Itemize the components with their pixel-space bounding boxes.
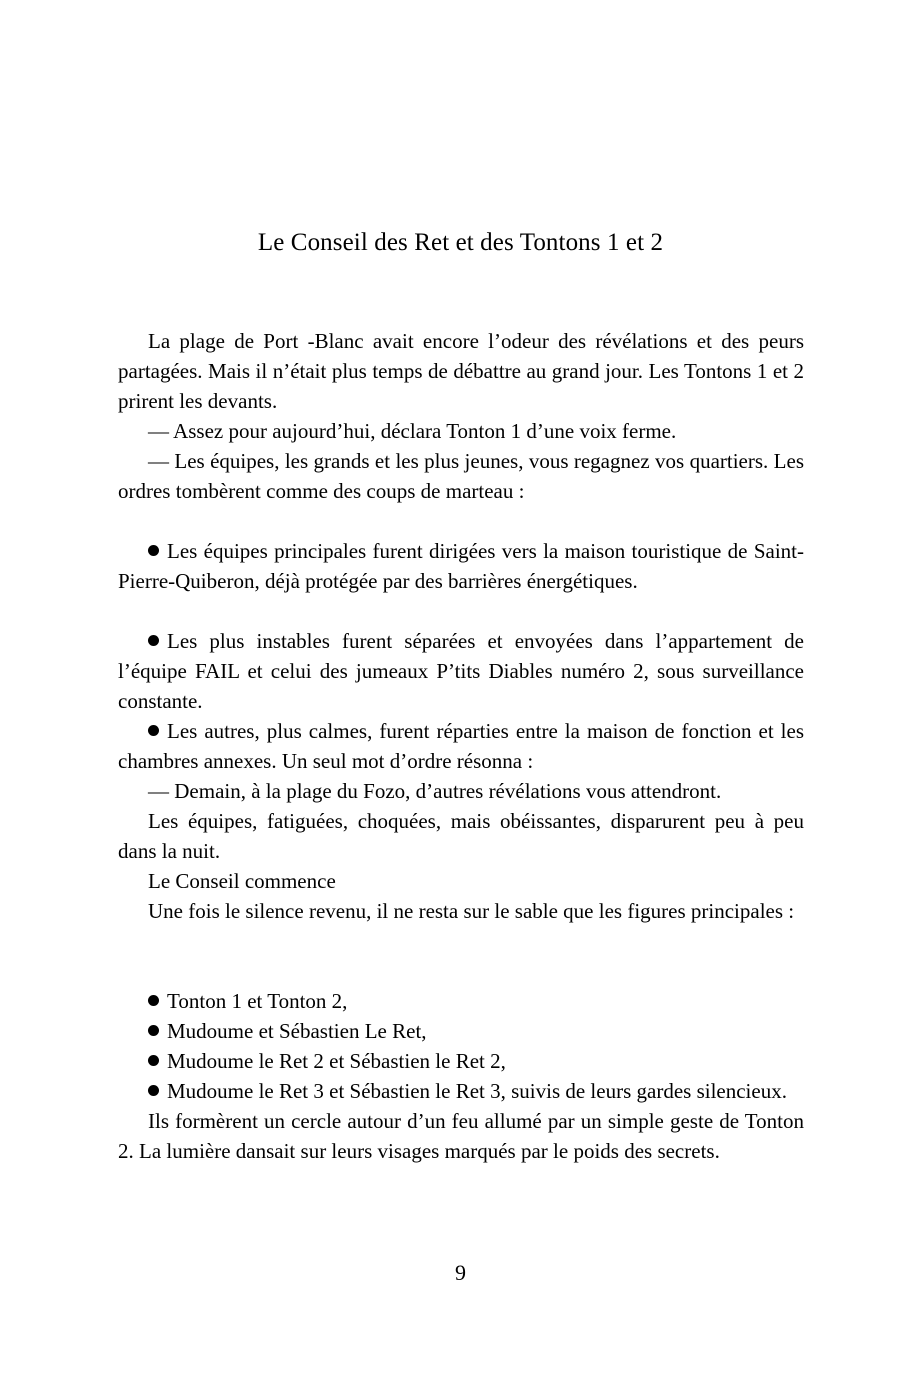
orders-section-2: [118, 626, 804, 926]
bullet-icon: [148, 1055, 159, 1066]
council-members-section: [118, 986, 804, 1166]
intro-section: [118, 326, 804, 506]
paragraph: Les équipes, fatiguées, choquées, mais obéissantes, disparurent peu à peu dans la nuit.: [118, 809, 804, 863]
bullet-item: [118, 986, 804, 1016]
bullet-item: [118, 626, 804, 716]
dialogue-line: — Assez pour aujourd’hui, déclara Tonton 1 d’une voix ferme.: [148, 419, 677, 443]
bullet-icon: [148, 725, 159, 736]
bullet-icon: [148, 545, 159, 556]
bullet-text: Les équipes principales furent dirigées vers la maison touristique de Saint-Pierre-Quiberon, déjà protégée par des barrières énergétiques.: [118, 539, 804, 593]
bullet-item: [118, 716, 804, 776]
bullet-item: [118, 1046, 804, 1076]
bullet-text: Mudoume le Ret 2 et Sébastien le Ret 2,: [167, 1049, 506, 1073]
bullet-icon: [148, 1085, 159, 1096]
bullet-item: [118, 1016, 804, 1046]
bullet-icon: [148, 1025, 159, 1036]
chapter-title: Le Conseil des Ret et des Tontons 1 et 2: [257, 229, 664, 256]
bullet-text: Mudoume le Ret 3 et Sébastien le Ret 3, suivis de leurs gardes silencieux.: [167, 1079, 787, 1103]
bullet-item: [118, 1076, 804, 1106]
paragraph: La plage de Port -Blanc avait encore l’odeur des révélations et des peurs partagées. Mais il n’était plus temps de débattre au grand jour. Les Tontons 1 et 2 prirent les devants.: [118, 329, 804, 413]
bullet-item: [118, 536, 804, 596]
bullet-icon: [148, 635, 159, 646]
dialogue-line: — Demain, à la plage du Fozo, d’autres révélations vous attendront.: [148, 779, 722, 803]
bullet-icon: [148, 995, 159, 1006]
paragraph: Ils formèrent un cercle autour d’un feu allumé par un simple geste de Tonton 2. La lumière dansait sur leurs visages marqués par le poids des secrets.: [118, 1109, 804, 1163]
page-number: 9: [455, 1260, 466, 1285]
orders-section-1: [118, 536, 804, 596]
paragraph: Une fois le silence revenu, il ne resta sur le sable que les figures principales :: [148, 899, 795, 923]
dialogue-line: — Les équipes, les grands et les plus jeunes, vous regagnez vos quartiers. Les ordres tombèrent comme des coups de marteau :: [118, 449, 804, 503]
bullet-text: Les plus instables furent séparées et envoyées dans l’appartement de l’équipe FAIL et celui des jumeaux P’tits Diables numéro 2, sous surveillance constante.: [118, 629, 804, 713]
bullet-text: Mudoume et Sébastien Le Ret,: [167, 1019, 427, 1043]
section-heading: Le Conseil commence: [148, 869, 336, 893]
bullet-text: Tonton 1 et Tonton 2,: [167, 989, 348, 1013]
bullet-text: Les autres, plus calmes, furent réparties entre la maison de fonction et les chambres annexes. Un seul mot d’ordre résonna :: [118, 719, 804, 773]
